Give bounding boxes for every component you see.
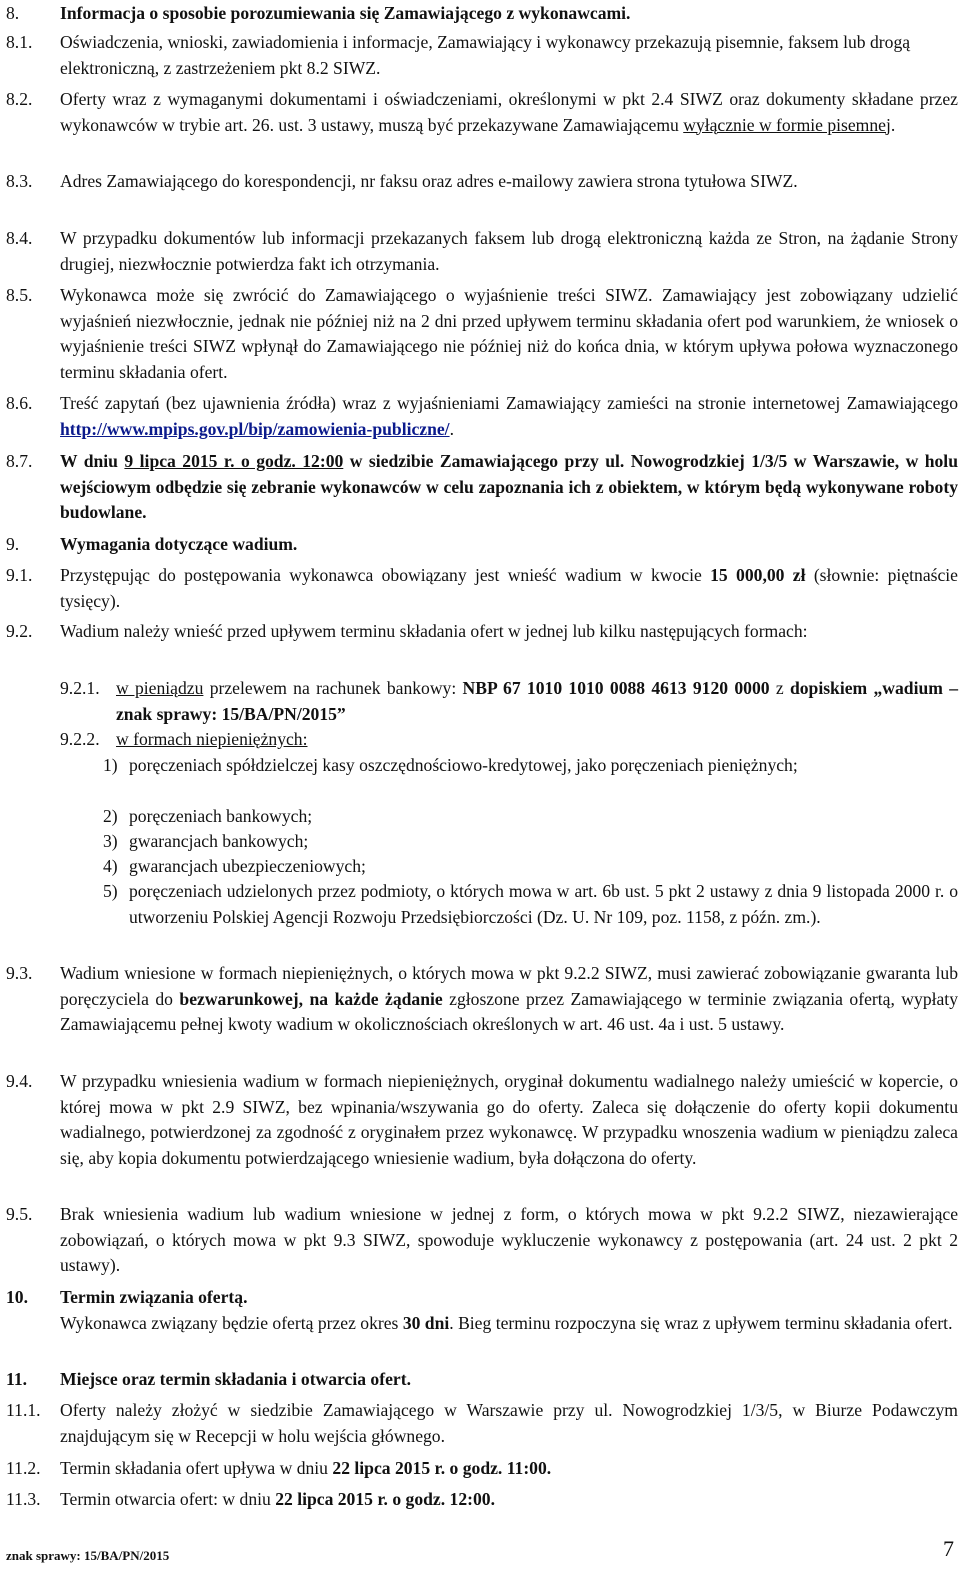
section-9-heading (6, 532, 958, 558)
section-8-heading (6, 1, 958, 27)
paragraph: w pieniądzu przelewem na rachunek bankowy: NBP 67 1010 1010 0088 4613 9120 0000 z dopiskiem „wadium – znak sprawy: 15/BA/PN/2015” (116, 678, 958, 724)
paragraph: W dniu 9 lipca 2015 r. o godz. 12:00 w siedzibie Zamawiającego przy ul. Nowogrodzkiej 1/3/5 w Warszawie, w holu wejściowym odbędzie się zebranie wykonawców w celu zapoznania ich z obiektem, w którym będą wykonywane roboty budowlane. (60, 451, 958, 523)
footer-case-number: znak sprawy: 15/BA/PN/2015 (6, 1548, 170, 1563)
section-title: Termin związania ofertą. (60, 1287, 248, 1307)
section-number: 9.3. (6, 963, 33, 983)
paragraph: Termin składania ofert upływa w dniu 22 lipca 2015 r. o godz. 11:00. (60, 1458, 552, 1478)
paragraph: Wadium należy wnieść przed upływem terminu składania ofert w jednej lub kilku następujących formach: (60, 621, 808, 641)
list-item: 2) poręczeniach bankowych; (103, 806, 313, 826)
section-number: 11. (6, 1369, 28, 1389)
section-number: 9.5. (6, 1204, 33, 1224)
section-11-2 (6, 1456, 958, 1482)
paragraph: Treść zapytań (bez ujawnienia źródła) wraz z wyjaśnieniami Zamawiający zamieści na stronie internetowej Zamawiającego http://www.mpips.gov.pl/bip/zamowienia-publiczne/. (60, 393, 958, 439)
section-number: 9.4. (6, 1071, 33, 1091)
section-11-heading (6, 1367, 958, 1393)
section-number: 11.2. (6, 1458, 41, 1478)
section-9-5 (6, 1202, 958, 1279)
section-number: 9.2. (6, 621, 33, 641)
section-8-1 (6, 30, 958, 81)
paragraph: W przypadku dokumentów lub informacji przekazanych faksem lub drogą elektroniczną każda ze Stron, na żądanie Strony drugiej, niezwłocznie potwierdza fakt ich otrzymania. (60, 228, 958, 274)
section-9-3 (6, 961, 958, 1038)
list-item: 3) gwarancjach bankowych; (103, 831, 309, 851)
section-title: Informacja o sposobie porozumiewania się Zamawiającego z wykonawcami. (60, 3, 631, 23)
section-number: 8.6. (6, 393, 33, 413)
section-8-5 (6, 283, 958, 385)
section-9-4 (6, 1069, 958, 1171)
list-item: 1) poręczeniach spółdzielczej kasy oszczędnościowo-kredytowej, jako poręczeniach pieniężnych; (103, 755, 798, 775)
section-number: 10. (6, 1287, 28, 1307)
wadium-amount: 15 000,00 zł (710, 565, 806, 585)
section-10: 10. Termin związania ofertą. Wykonawca związany będzie ofertą przez okres 30 dni. Bieg terminu rozpoczyna się wraz z upływem terminu składania ofert. (6, 1287, 953, 1333)
section-8-2 (6, 87, 958, 138)
section-9-2-1 (60, 676, 958, 727)
section-number: 8.3. (6, 171, 33, 191)
section-number: 8.1. (6, 32, 33, 52)
paragraph: Oferty należy złożyć w siedzibie Zamawiającego w Warszawie przy ul. Nowogrodzkiej 1/3/5, w Biurze Podawczym znajdującym się w Recepcji w holu wejścia głównego. (60, 1400, 958, 1446)
section-number: 9.2.2. (60, 729, 100, 749)
paragraph: Przystępując do postępowania wykonawca obowiązany jest wnieść wadium w kwocie 15 000,00 zł (słownie: piętnaście tysięcy). (60, 565, 958, 611)
website-link[interactable]: http://www.mpips.gov.pl/bip/zamowienia-publiczne/ (60, 418, 450, 439)
section-number: 9.2.1. (60, 678, 100, 698)
transfer-note: dopiskiem „wadium – znak sprawy: 15/BA/PN/2015” (116, 678, 958, 724)
meeting-date: 9 lipca 2015 r. o godz. 12:00 (124, 451, 344, 471)
paragraph: Wadium wniesione w formach niepieniężnych, o których mowa w pkt 9.2.2 SIWZ, musi zawierać zobowiązanie gwaranta lub poręczyciela do bezwarunkowej, na każde żądanie zgłoszone przez Zamawiającego w terminie związania ofertą, wypłaty Zamawiającemu pełnej kwoty wadium w okolicznościach określonych w art. 46 ust. 4a i ust. 5 ustawy. (60, 963, 958, 1035)
section-number: 11.1. (6, 1400, 41, 1420)
section-11-1 (6, 1398, 958, 1449)
paragraph: Oświadczenia, wnioski, zawiadomienia i informacje, Zamawiający i wykonawcy przekazują pisemnie, faksem lub drogą elektroniczną, z zastrzeżeniem pkt 8.2 SIWZ. (60, 32, 911, 78)
section-9-2-2 (60, 727, 958, 753)
section-9-1 (6, 563, 958, 614)
page-number: 7 (943, 1536, 954, 1561)
paragraph: Wykonawca może się zwrócić do Zamawiającego o wyjaśnienie treści SIWZ. Zamawiający jest zobowiązany udzielić wyjaśnień niezwłocznie, jednak nie później niż na 2 dni przed upływem terminu składania ofert pod warunkiem, że wniosek o wyjaśnienie treści SIWZ wpłynął do Zamawiającego nie później niż do końca dnia, w którym upływa połowa wyznaczonego terminu składania ofert. (60, 285, 958, 382)
section-8-7 (6, 449, 958, 526)
paragraph: w formach niepieniężnych: (116, 729, 308, 749)
paragraph: Oferty wraz z wymaganymi dokumentami i oświadczeniami, określonymi w pkt 2.4 SIWZ oraz dokumenty składane przez wykonawców w trybie art. 26. ust. 3 ustawy, muszą być przekazywane Zamawiającemu wyłącznie w formie pisemnej. (60, 89, 958, 135)
paragraph: Termin otwarcia ofert: w dniu 22 lipca 2015 r. o godz. 12:00. (60, 1489, 495, 1509)
paragraph: Brak wniesienia wadium lub wadium wniesione w jednej z form, o których mowa w pkt 9.2.2 SIWZ, niezawierające zobowiązań, o których mowa w pkt 9.3 SIWZ, spowoduje wykluczenie wykonawcy z postępowania (art. 24 ust. 2 pkt 2 ustawy). (60, 1204, 958, 1276)
section-number: 8.5. (6, 285, 33, 305)
section-number: 8.2. (6, 89, 33, 109)
section-8-6 (6, 391, 958, 442)
paragraph: W przypadku wniesienia wadium w formach niepieniężnych, oryginał dokumentu wadialnego należy umieścić w kopercie, o której mowa w pkt 2.9 SIWZ, bez wpinania/wszywania go do oferty. Zaleca się dołączenie do oferty kopii dokumentu wadialnego, potwierdzonej za zgodność z oryginałem przez wykonawcę. W przypadku wnoszenia wadium w pieniądzu zaleca się, aby kopia dokumentu potwierdzającego wniesienie wadium, była dołączona do oferty. (60, 1071, 958, 1168)
section-number: 11.3. (6, 1489, 41, 1509)
section-number: 8.7. (6, 451, 33, 471)
list-item: 4) gwarancjach ubezpieczeniowych; (103, 856, 366, 876)
section-number: 8.4. (6, 228, 33, 248)
bank-account: NBP 67 1010 1010 0088 4613 9120 0000 (462, 678, 770, 698)
underlined-text: wyłącznie w formie pisemnej (683, 114, 891, 135)
section-8-3 (6, 169, 958, 195)
section-9-2 (6, 619, 958, 645)
list-item: 5) poręczeniach udzielonych przez podmioty, o których mowa w art. 6b ust. 5 pkt 2 ustawy z dnia 9 listopada 2000 r. o utworzeniu Polskiej Agencji Rozwoju Przedsiębiorczości (Dz. U. Nr 109, poz. 1158, z późn. zm.). (103, 881, 958, 927)
section-number: 8. (6, 3, 20, 23)
paragraph: Adres Zamawiającego do korespondencji, nr faksu oraz adres e-mailowy zawiera strona tytułowa SIWZ. (60, 171, 798, 191)
section-title: Miejsce oraz termin składania i otwarcia ofert. (60, 1369, 411, 1389)
section-8-4 (6, 226, 958, 277)
section-11-3 (6, 1487, 958, 1513)
section-number: 9. (6, 534, 20, 554)
section-title: Wymagania dotyczące wadium. (60, 534, 298, 554)
section-number: 9.1. (6, 565, 33, 585)
